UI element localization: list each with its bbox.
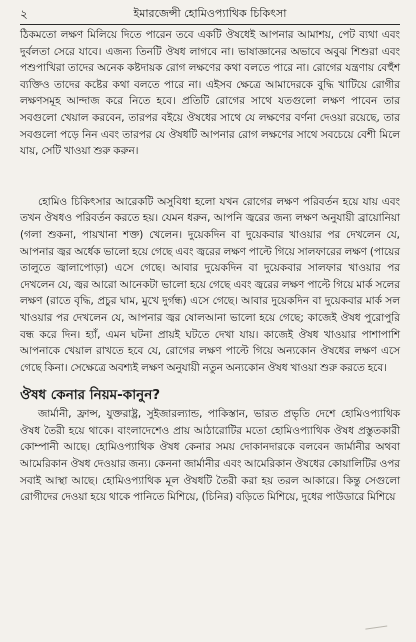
page-number: ২ [20,7,28,21]
page-header [20,4,400,24]
running-title: ইমারজেন্সী হোমিওপ্যাথিক চিকিৎসা [133,7,287,20]
book-page [0,4,416,642]
header-rule [20,24,400,25]
body-paragraph-2: হোমিও চিকিৎসার আরেকটি অসুবিধা হলো যখন রোগের লক্ষণ পরিবর্তন হয়ে যায় এবং তখন ঔষধও পরিবর্তন করতে হয়। যেমন ধরুন, আপনি জ্বরের জন্য লক্ষণ অনুযায়ী ব্রায়োনিয়া (গলা শুকনা, পায়খানা শক্ত) খেলেন। দুয়েকদিন বা দুয়েকবার খাওয়ার পর দেখলেন যে, আপনার জ্বর অর্ধেক ভালো হয়ে গেছে এবং জ্বরের লক্ষণ পাল্টে গিয়ে সালফারের লক্ষণ (পায়ের তালুতে জ্বালাপোড়া) এসে গেছে। আবার দুয়েকদিন বা দুয়েকবার সালফার খাওয়ার পর দেখলেন যে, জ্বর আরো আনেকটা ভালো হয়ে গেছে এবং জ্বরের লক্ষণ পাল্টে গিয়ে মার্ক সলের লক্ষণ (রাতে বৃদ্ধি, প্রচুর ঘাম, মুখে দুর্গন্ধ) এসে গেছে। আবার দুয়েকদিন বা দুয়েকবার মার্ক সল খাওয়ার পর দেখলেন যে, আপনার জ্বর ষোলআনা ভালো হয়ে গেছে; কাজেই ঔষধ পুরোপুরি বন্ধ করে দিন। হ্যাঁ, এমন ঘটনা প্রায়ই ঘটতে দেখা যায়। কাজেই ঔষধ খাওয়ার পাশাপাশি আপনাকে খেয়াল রাখতে হবে যে, রোগের লক্ষণ পাল্টে গিয়ে অন্যকোন ঔষধের লক্ষণ এসে গেছে কিনা। সেক্ষেত্রে অবশ্যই লক্ষণ অনুযায়ী নতুন অন্যকোন ঔষধ খাওয়া শুরু করতে হবে। [20,195,400,374]
section-heading: ঔষধ কেনার নিয়ম-কানুন? [20,387,161,404]
body-paragraph-1: ঠিকমতো লক্ষণ মিলিয়ে দিতে পারেন তবে একটি ঔষধেই আপনার আমাশয়, পেট ব্যথা এবং দুর্বলতা সেরে যাবে। এজন্য তিনটি ঔষধ লাগবে না। ভাষাজ্ঞানের অভাবে অবুঝ শিশুরা এবং পশুপাখিরা তাদের অনেক কষ্টদায়ক রোগ লক্ষণের কথা বলতে পারে না। রোগের যন্ত্রণায় বেহুঁশ ব্যক্তিও তাদের কষ্টের কথা বলতে পারে না। এইসব ক্ষেত্রে আমাদেরকে বুদ্ধি খাটিয়ে রোগীর লক্ষণসমূহ আন্দাজ করে নিতে হবে। প্রতিটি রোগের সাথে যতগুলো লক্ষণ পাবেন তার সবগুলো খেয়াল করবেন, তারপর বইয়ে ঔষধের সাথে যে লক্ষণের বর্ণনা দেওয়া রয়েছে, তার সবগুলো পড়ে নিন এবং তারপর যে ঔষধটি আপনার রোগ লক্ষণের সাথে সবচেয়ে বেশী মিলে যায়, সেটি খাওয়া শুরু করুন। [20,29,400,158]
body-paragraph-3: জার্মানী, ফ্রান্স, যুক্তরাষ্ট্র, সুইজারল্যান্ড, পাকিস্তান, ভারত প্রভৃতি দেশে হোমিওপ্যাথিক ঔষধ তৈরী হয়ে থাকে। বাংলাদেশেও প্রায় আঠারোটির মতো হোমিওপ্যাথিক ঔষধ প্রস্তুতকারী কোম্পানী আছে। হোমিওপ্যাথিক ঔষধ কেনার সময় দোকানদারকে বলবেন জার্মানীর অথবা আমেরিকান ঔষধ দেওয়ার জন্য। কেননা জার্মানীর এবং আমেরিকান ঔষধের কোয়ালিটির ওপর সবাই আস্থা আছে। হোমিওপ্যাথিক মূল ঔষধটি তৈরী করা হয় তরল আকারে। কিন্তু সেগুলো রোগীদের দেওয়া হয়ে থাকে পানিতে মিশিয়ে, (চিনির) বড়িতে মিশিয়ে, দুধের পাউডারে মিশিয়ে [20,408,400,504]
pencil-mark [365,626,388,640]
